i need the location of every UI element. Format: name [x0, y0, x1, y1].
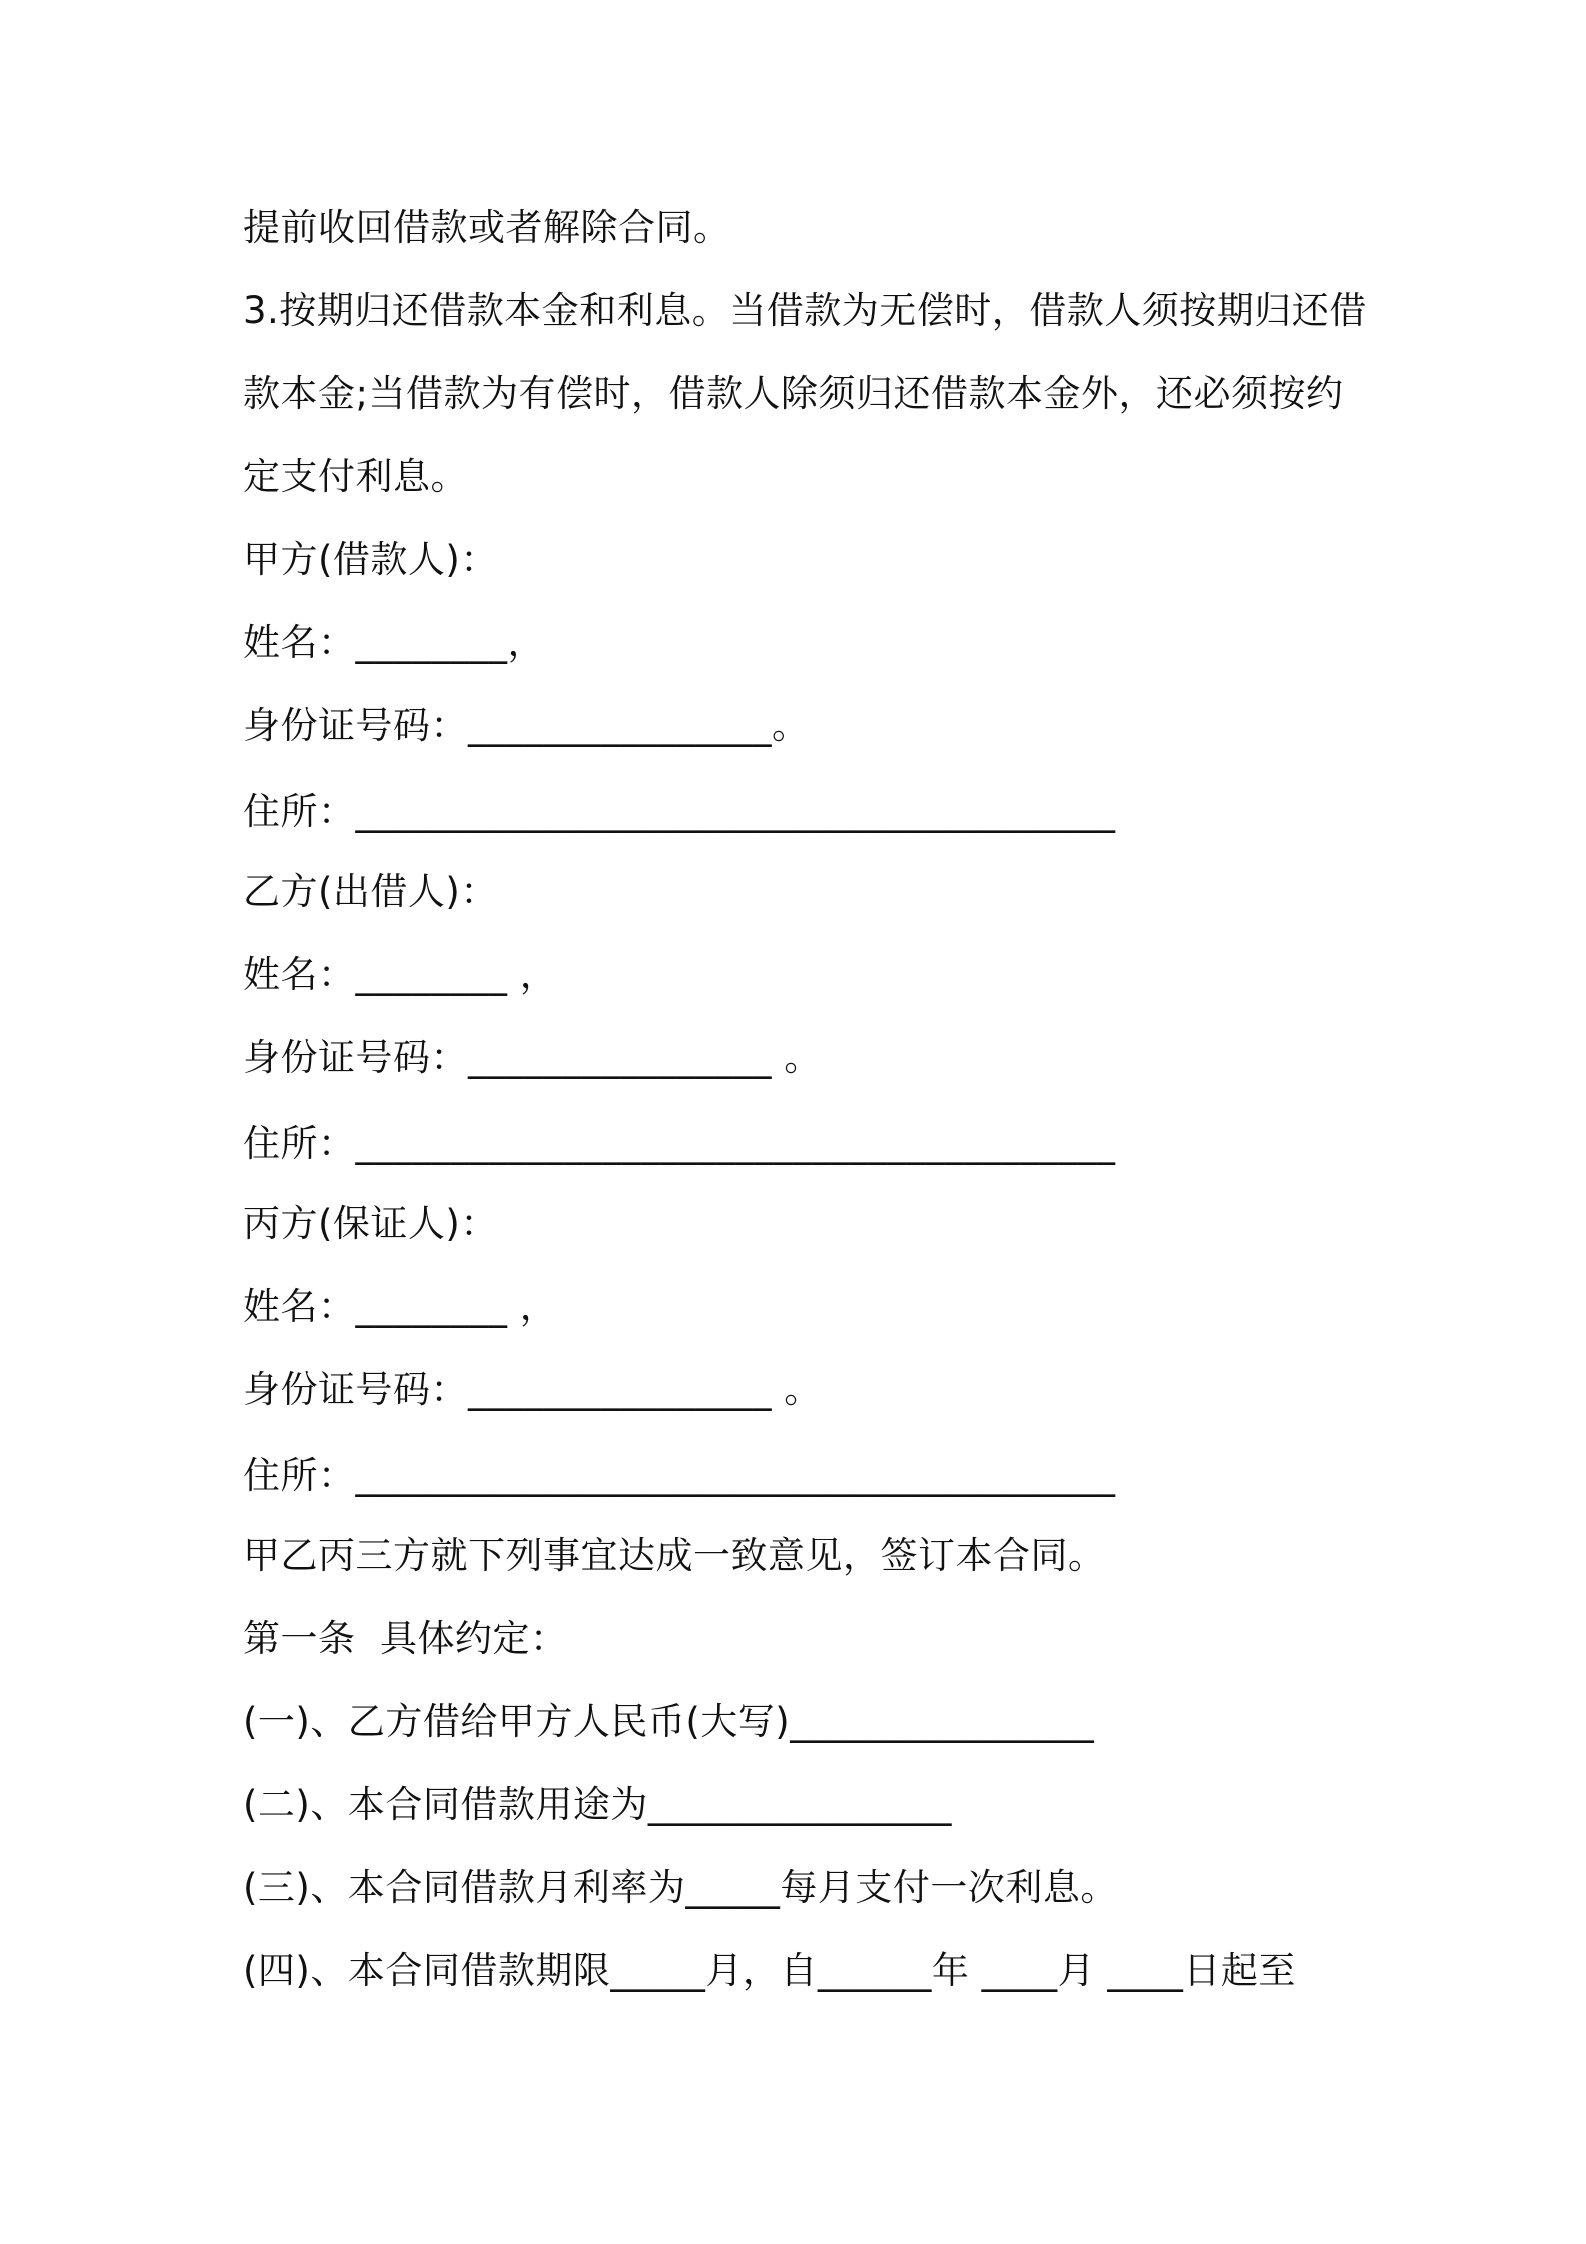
party-a-address: 住所：________________________________________	[243, 790, 1116, 833]
text-line: 款本金;当借款为有偿时，借款人除须归还借款本金外，还必须按约	[243, 372, 1344, 415]
text-line: 3.按期归还借款本金和利息。当借款为无偿时，借款人须按期归还借	[243, 289, 1367, 332]
text-line: 甲乙丙三方就下列事宜达成一致意见，签订本合同。	[243, 1534, 1106, 1577]
clause-item: (四)、本合同借款期限_____月，自______年 ____月 ____日起至	[243, 1949, 1296, 1992]
party-c-address: 住所：________________________________________	[243, 1454, 1116, 1497]
party-b-address: 住所：________________________________________	[243, 1122, 1116, 1165]
text-line: 定支付利息。	[243, 455, 468, 498]
article-heading: 第一条 具体约定：	[243, 1617, 568, 1660]
party-a-id-number: 身份证号码：________________。	[243, 704, 810, 747]
party-a-name: 姓名：________，	[243, 621, 545, 664]
party-a-heading: 甲方(借款人)：	[243, 538, 498, 581]
clause-item: (三)、本合同借款月利率为_____每月支付一次利息。	[243, 1866, 1118, 1909]
party-c-heading: 丙方(保证人)：	[243, 1202, 498, 1245]
party-b-name: 姓名：________ ，	[243, 953, 558, 996]
party-b-heading: 乙方(出借人)：	[243, 870, 498, 913]
clause-item: (一)、乙方借给甲方人民币(大写)________________	[243, 1700, 1095, 1743]
party-c-name: 姓名：________ ，	[243, 1285, 558, 1328]
party-b-id-number: 身份证号码：________________ 。	[243, 1036, 822, 1079]
party-c-id-number: 身份证号码：________________ 。	[243, 1368, 822, 1411]
text-line: 提前收回借款或者解除合同。	[243, 206, 731, 249]
clause-item: (二)、本合同借款用途为________________	[243, 1783, 952, 1826]
